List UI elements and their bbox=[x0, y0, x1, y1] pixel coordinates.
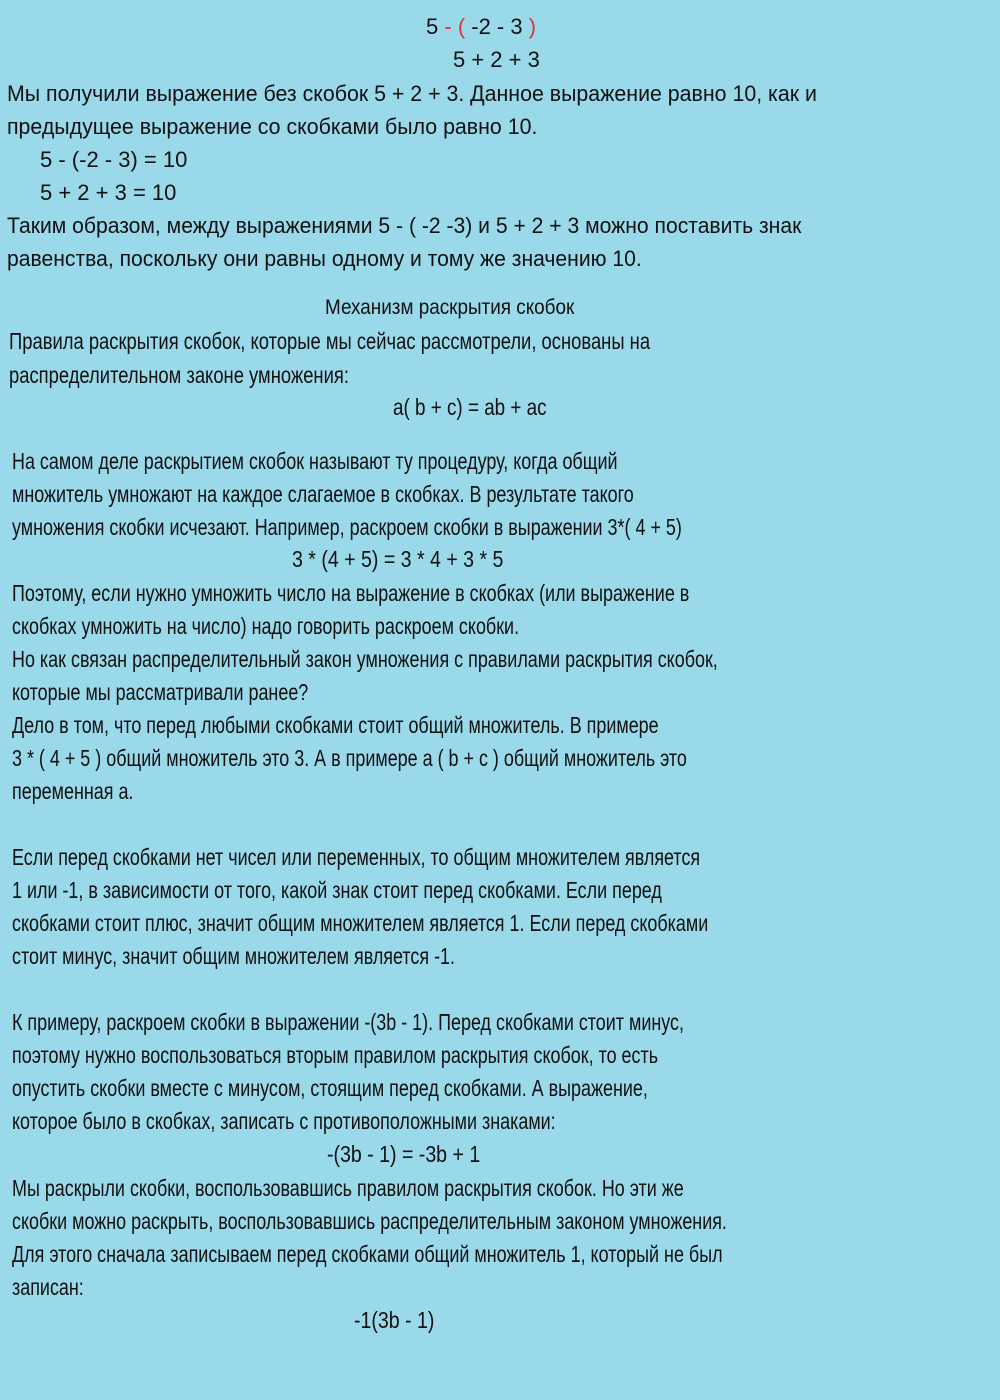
intro-line: Мы получили выражение без скобок 5 + 2 + 3. Данное выражение равно 10, как и bbox=[7, 81, 817, 106]
example-expression: 3 * (4 + 5) = 3 * 4 + 3 * 5 bbox=[292, 546, 504, 572]
paragraph-line: скобках умножить на число) надо говорить раскроем скобки. bbox=[12, 613, 520, 639]
paragraph-line: Но как связан распределительный закон умножения с правилами раскрытия скобок, bbox=[12, 646, 718, 672]
equation: 5 - (-2 - 3) = 10 bbox=[40, 147, 188, 172]
header-result: 5 + 2 + 3 bbox=[453, 47, 540, 72]
paragraph-line: переменная a. bbox=[12, 778, 134, 804]
paragraph-line: На самом деле раскрытием скобок называют ту процедуру, когда общий bbox=[12, 448, 618, 474]
paragraph-line: скобками стоит плюс, значит общим множителем является 1. Если перед скобками bbox=[12, 910, 709, 936]
equation: 5 + 2 + 3 = 10 bbox=[40, 180, 177, 205]
paragraph-line: которое было в скобках, записать с противоположными знаками: bbox=[12, 1108, 556, 1134]
rule-line: распределительном законе умножения: bbox=[9, 362, 349, 388]
paragraph-line: К примеру, раскроем скобки в выражении -(3b - 1). Перед скобками стоит минус, bbox=[12, 1009, 684, 1035]
paragraph-line: умножения скобки исчезают. Например, раскроем скобки в выражении 3*( 4 + 5) bbox=[12, 514, 682, 540]
paragraph-line: поэтому нужно воспользоваться вторым правилом раскрытия скобок, то есть bbox=[12, 1042, 659, 1068]
distributive-law: a( b + c) = ab + ac bbox=[393, 394, 547, 420]
expr-number: 5 bbox=[426, 14, 439, 39]
paragraph-line: Мы раскрыли скобки, воспользовавшись правилом раскрытия скобок. Но эти же bbox=[12, 1175, 684, 1201]
paragraph-line: Поэтому, если нужно умножить число на выражение в скобках (или выражение в bbox=[12, 580, 690, 606]
paragraph-line: записан: bbox=[12, 1274, 84, 1300]
paragraph-line: опустить скобки вместе с минусом, стоящим перед скобками. А выражение, bbox=[12, 1075, 648, 1101]
expr-inner: -2 - 3 bbox=[465, 14, 529, 39]
intro-line: предыдущее выражение со скобками было равно 10. bbox=[7, 114, 538, 139]
conclusion-line: равенства, поскольку они равны одному и тому же значению 10. bbox=[7, 246, 642, 271]
example-expression: -1(3b - 1) bbox=[354, 1307, 435, 1333]
paragraph-line: Если перед скобками нет чисел или переменных, то общим множителем является bbox=[12, 844, 701, 870]
conclusion-line: Таким образом, между выражениями 5 - ( -2 -3) и 5 + 2 + 3 можно поставить знак bbox=[7, 213, 802, 238]
example-expression: -(3b - 1) = -3b + 1 bbox=[327, 1141, 481, 1167]
paragraph-line: 3 * ( 4 + 5 ) общий множитель это 3. А в примере a ( b + c ) общий множитель это bbox=[12, 745, 687, 771]
paragraph-line: Дело в том, что перед любыми скобками стоит общий множитель. В примере bbox=[12, 712, 659, 738]
expr-close-paren-highlight: ) bbox=[528, 14, 537, 39]
paragraph-line: 1 или -1, в зависимости от того, какой знак стоит перед скобками. Если перед bbox=[12, 877, 662, 903]
paragraph-line: стоит минус, значит общим множителем является -1. bbox=[12, 943, 456, 969]
paragraph-line: которые мы рассматривали ранее? bbox=[12, 679, 309, 705]
expr-minus-highlight: - bbox=[438, 14, 458, 39]
expr-open-paren-highlight: ( bbox=[457, 14, 466, 39]
rule-line: Правила раскрытия скобок, которые мы сейчас рассмотрели, основаны на bbox=[9, 328, 651, 354]
paragraph-line: Для этого сначала записываем перед скобками общий множитель 1, который не был bbox=[12, 1241, 723, 1267]
paragraph-line: скобки можно раскрыть, воспользовавшись распределительным законом умножения. bbox=[12, 1208, 727, 1234]
paragraph-line: множитель умножают на каждое слагаемое в скобках. В результате такого bbox=[12, 481, 634, 507]
header-expression bbox=[426, 14, 536, 40]
section-title: Механизм раскрытия скобок bbox=[325, 296, 575, 319]
